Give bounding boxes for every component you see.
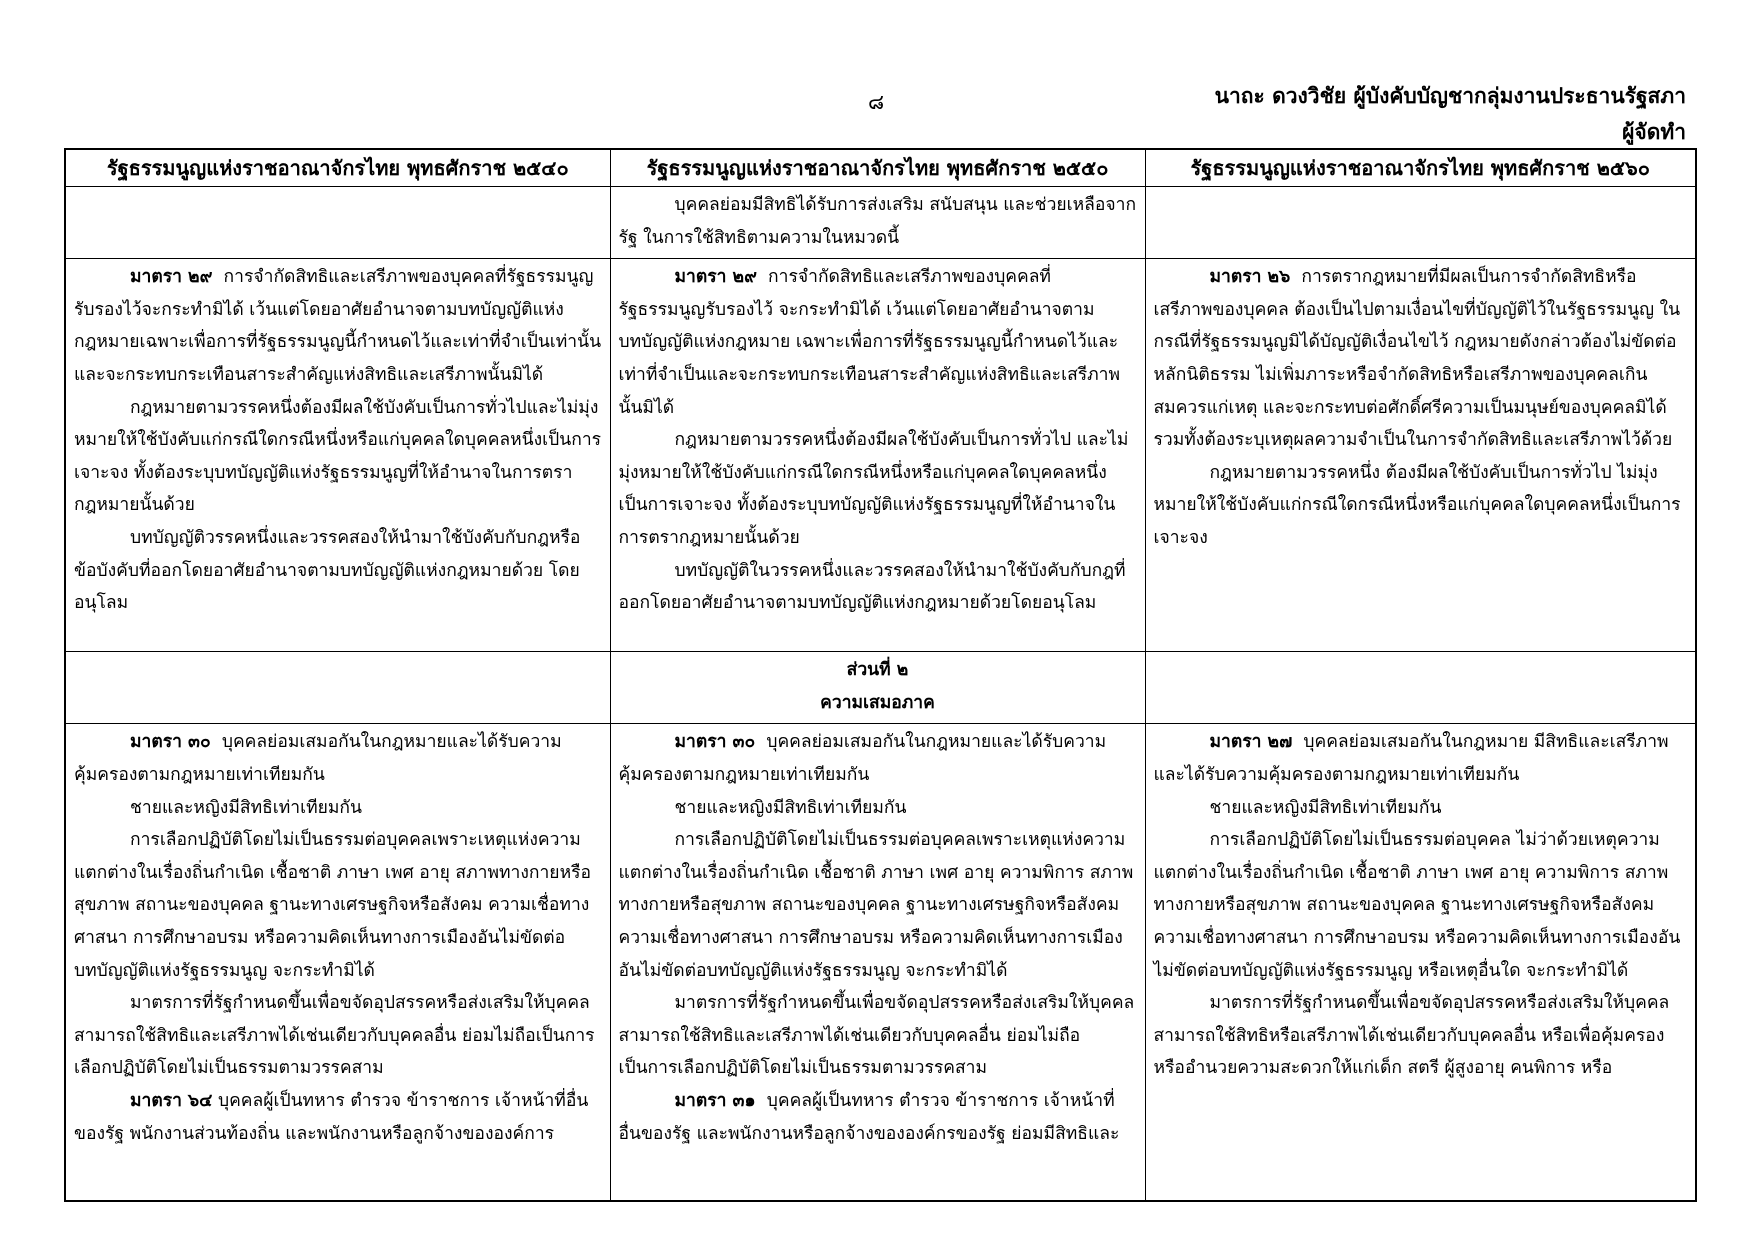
comparison-table: [64, 148, 1697, 1202]
paragraph: มาตรการที่รัฐกำหนดขึ้นเพื่อขจัดอุปสรรคหรือส่งเสริมให้บุคคลสามารถใช้สิทธิและเสรีภาพได้เช่นเดียวกับบุคคลอื่น ย่อมไม่ถือเป็นการเลือกปฏิบัติโดยไม่เป็นธรรมตามวรรคสาม: [618, 993, 1135, 1079]
section-label: มาตรา ๖๔: [130, 1090, 213, 1111]
paragraph-text: บุคคลผู้เป็นทหาร ตำรวจ ข้าราชการ เจ้าหน้าที่อื่นของรัฐ และพนักงานหรือลูกจ้างขององค์กรของรัฐ ย่อมมีสิทธิและ: [618, 1090, 1120, 1144]
paragraph-text: การจำกัดสิทธิและเสรีภาพของบุคคลที่รัฐธรรมนูญรับรองไว้ จะกระทำมิได้ เว้นแต่โดยอาศัยอำนาจตามบทบัญญัติแห่งกฎหมาย เฉพาะเพื่อการที่รัฐธรรมนูญนี้กำหนดไว้และเท่าที่จำเป็นและจะกระทบกระเทือนสาระสำคัญแห่งสิทธิและเสรีภาพนั้นมิได้: [618, 267, 1121, 418]
paragraph: มาตรการที่รัฐกำหนดขึ้นเพื่อขจัดอุปสรรคหรือส่งเสริมให้บุคคลสามารถใช้สิทธิและเสรีภาพได้เช่นเดียวกับบุคคลอื่น ย่อมไม่ถือเป็นการเลือกปฏิบัติโดยไม่เป็นธรรมตามวรรคสาม: [74, 993, 595, 1079]
section-label: มาตรา ๒๗: [1209, 732, 1293, 753]
paragraph: [1154, 261, 1688, 457]
paragraph: [619, 261, 1137, 424]
column-header-2560: รัฐธรรมนูญแห่งราชอาณาจักรไทย พุทธศักราช ๒๕๖๐: [1145, 149, 1696, 187]
part-number: ส่วนที่ ๒: [846, 660, 909, 681]
paragraph: [1154, 726, 1688, 791]
paragraph: การเลือกปฏิบัติโดยไม่เป็นธรรมต่อบุคคล ไม่ว่าด้วยเหตุความแตกต่างในเรื่องถิ่นกำเนิด เชื้อชาติ ภาษา เพศ อายุ ความพิการ สภาพทางกายหรือสุขภาพ สถานะของบุคคล ฐานะทางเศรษฐกิจหรือสังคม ความเชื่อทางศาสนา การศึกษาอบรม หรือความคิดเห็นทางการเมืองอันไม่ขัดต่อบทบัญญัติแห่งรัฐธรรมนูญ หรือเหตุอื่นใด จะกระทำมิได้: [1153, 830, 1681, 981]
table-row: [65, 724, 1696, 1202]
paragraph: กฎหมายตามวรรคหนึ่งต้องมีผลใช้บังคับเป็นการทั่วไปและไม่มุ่งหมายให้ใช้บังคับแก่กรณีใดกรณีหนึ่งหรือแก่บุคคลใดบุคคลหนึ่งเป็นการเจาะจง ทั้งต้องระบุบทบัญญัติแห่งรัฐธรรมนูญที่ให้อำนาจในการตรากฎหมายนั้นด้วย: [74, 397, 602, 516]
cell-empty: [1145, 652, 1696, 724]
column-header-2550: รัฐธรรมนูญแห่งราชอาณาจักรไทย พุทธศักราช ๒๕๕๐: [610, 149, 1145, 187]
paragraph-text: บุคคลย่อมเสมอกันในกฎหมาย มีสิทธิและเสรีภาพและได้รับความคุ้มครองตามกฎหมายเท่าเทียมกัน: [1153, 732, 1669, 785]
cell-empty: [65, 652, 610, 724]
table-row: [65, 259, 1696, 652]
part-title: ความเสมอภาค: [820, 692, 935, 713]
paragraph: กฎหมายตามวรรคหนึ่ง ต้องมีผลใช้บังคับเป็นการทั่วไป ไม่มุ่งหมายให้ใช้บังคับแก่กรณีใดกรณีหนึ่งหรือแก่บุคคลใดบุคคลหนึ่งเป็นการเจาะจง: [1153, 462, 1681, 548]
cell-text: [1145, 259, 1696, 652]
paragraph: บทบัญญัติวรรคหนึ่งและวรรคสองให้นำมาใช้บังคับกับกฎหรือข้อบังคับที่ออกโดยอาศัยอำนาจตามบทบัญญัติแห่งกฎหมายด้วย โดยอนุโลม: [74, 527, 581, 614]
header-row: [65, 149, 1696, 187]
cell-text: [65, 724, 610, 1202]
paragraph: การเลือกปฏิบัติโดยไม่เป็นธรรมต่อบุคคลเพราะเหตุแห่งความแตกต่างในเรื่องถิ่นกำเนิด เชื้อชาติ ภาษา เพศ อายุ ความพิการ สภาพทางกายหรือสุขภาพ สถานะของบุคคล ฐานะทางเศรษฐกิจหรือสังคม ความเชื่อทางศาสนา การศึกษาอบรม หรือความคิดเห็นทางการเมืองอันไม่ขัดต่อบทบัญญัติแห่งรัฐธรรมนูญ จะกระทำมิได้: [618, 830, 1134, 981]
paragraph: ชายและหญิงมีสิทธิเท่าเทียมกัน: [130, 797, 362, 818]
cell-empty: [1145, 187, 1696, 259]
section-label: มาตรา ๒๖: [1209, 267, 1291, 288]
table-row: [65, 187, 1696, 259]
cell-empty: [65, 187, 610, 259]
paragraph: ชายและหญิงมีสิทธิเท่าเทียมกัน: [1209, 797, 1442, 818]
cell-part-heading: [610, 652, 1145, 724]
cell-text: [610, 724, 1145, 1202]
paragraph-text: การตรากฎหมายที่มีผลเป็นการจำกัดสิทธิหรือเสรีภาพของบุคคล ต้องเป็นไปตามเงื่อนไขที่บัญญัติไว้ในรัฐธรรมนูญ ในกรณีที่รัฐธรรมนูญมิได้บัญญัติเงื่อนไขไว้ กฎหมายดังกล่าวต้องไม่ขัดต่อหลักนิติธรรม ไม่เพิ่มภาระหรือจำกัดสิทธิหรือเสรีภาพของบุคคลเกินสมควรแก่เหตุ และจะกระทบต่อศักดิ์ศรีความเป็นมนุษย์ของบุคคลมิได้ รวมทั้งต้องระบุเหตุผลความจำเป็นในการจำกัดสิทธิและเสรีภาพไว้ด้วย: [1153, 267, 1681, 451]
paragraph-text: การจำกัดสิทธิและเสรีภาพของบุคคลที่รัฐธรรมนูญรับรองไว้จะกระทำมิได้ เว้นแต่โดยอาศัยอำนาจตามบทบัญญัติแห่งกฎหมายเฉพาะเพื่อการที่รัฐธรรมนูญนี้กำหนดไว้และเท่าที่จำเป็นเท่านั้น และจะกระทบกระเทือนสาระสำคัญแห่งสิทธิและเสรีภาพนั้นมิได้: [74, 267, 602, 385]
paragraph-text: บุคคลย่อมเสมอกันในกฎหมายและได้รับความคุ้มครองตามกฎหมายเท่าเทียมกัน: [618, 732, 1107, 785]
paragraph-text: บุคคลผู้เป็นทหาร ตำรวจ ข้าราชการ เจ้าหน้าที่อื่นของรัฐ พนักงานส่วนท้องถิ่น และพนักงานหรือลูกจ้างขององค์การ: [74, 1090, 589, 1144]
paragraph: บทบัญญัติในวรรคหนึ่งและวรรคสองให้นำมาใช้บังคับกับกฎที่ออกโดยอาศัยอำนาจตามบทบัญญัติแห่งกฎหมายด้วยโดยอนุโลม: [618, 560, 1126, 614]
paragraph: กฎหมายตามวรรคหนึ่งต้องมีผลใช้บังคับเป็นการทั่วไป และไม่มุ่งหมายให้ใช้บังคับแก่กรณีใดกรณีหนึ่งหรือแก่บุคคลใดบุคคลหนึ่งเป็นการเจาะจง ทั้งต้องระบุบทบัญญัติแห่งรัฐธรรมนูญที่ให้อำนาจในการตรากฎหมายนั้นด้วย: [618, 430, 1129, 548]
section-label: มาตรา ๒๙: [674, 267, 757, 288]
author-role: ผู้จัดทำ: [1622, 120, 1686, 144]
cell-text: [610, 187, 1145, 259]
paragraph: มาตรการที่รัฐกำหนดขึ้นเพื่อขจัดอุปสรรคหรือส่งเสริมให้บุคคลสามารถใช้สิทธิหรือเสรีภาพได้เช่นเดียวกับบุคคลอื่น หรือเพื่อคุ้มครองหรืออำนวยความสะดวกให้แก่เด็ก สตรี ผู้สูงอายุ คนพิการ หรือ: [1153, 993, 1670, 1079]
paragraph: [619, 726, 1137, 791]
section-label: มาตรา ๒๙: [130, 267, 213, 288]
paragraph-text: บุคคลย่อมเสมอกันในกฎหมายและได้รับความคุ้มครองตามกฎหมายเท่าเทียมกัน: [74, 732, 562, 785]
table-row: [65, 652, 1696, 724]
paragraph: การเลือกปฏิบัติโดยไม่เป็นธรรมต่อบุคคลเพราะเหตุแห่งความแตกต่างในเรื่องถิ่นกำเนิด เชื้อชาติ ภาษา เพศ อายุ สภาพทางกายหรือสุขภาพ สถานะของบุคคล ฐานะทางเศรษฐกิจหรือสังคม ความเชื่อทางศาสนา การศึกษาอบรม หรือความคิดเห็นทางการเมืองอันไม่ขัดต่อบทบัญญัติแห่งรัฐธรรมนูญ จะกระทำมิได้: [74, 830, 592, 981]
section-label: มาตรา ๓๑: [674, 1090, 756, 1111]
page-number: ๘: [868, 90, 885, 114]
section-label: มาตรา ๓๐: [674, 732, 756, 753]
column-header-2540: รัฐธรรมนูญแห่งราชอาณาจักรไทย พุทธศักราช ๒๕๔๐: [65, 149, 610, 187]
paragraph: [619, 1085, 1137, 1150]
paragraph: [74, 261, 602, 391]
paragraph: ชายและหญิงมีสิทธิเท่าเทียมกัน: [674, 797, 907, 818]
paragraph: [74, 1085, 602, 1150]
cell-text: [610, 259, 1145, 652]
paragraph: [74, 726, 602, 791]
paragraph: บุคคลย่อมมีสิทธิได้รับการส่งเสริม สนับสนุน และช่วยเหลือจากรัฐ ในการใช้สิทธิตามความในหมวดนี้: [618, 195, 1137, 248]
author-line: นาถะ ดวงวิชัย ผู้บังคับบัญชากลุ่มงานประธานรัฐสภา: [1214, 84, 1686, 108]
section-label: มาตรา ๓๐: [130, 732, 211, 753]
cell-text: [65, 259, 610, 652]
cell-text: [1145, 724, 1696, 1202]
